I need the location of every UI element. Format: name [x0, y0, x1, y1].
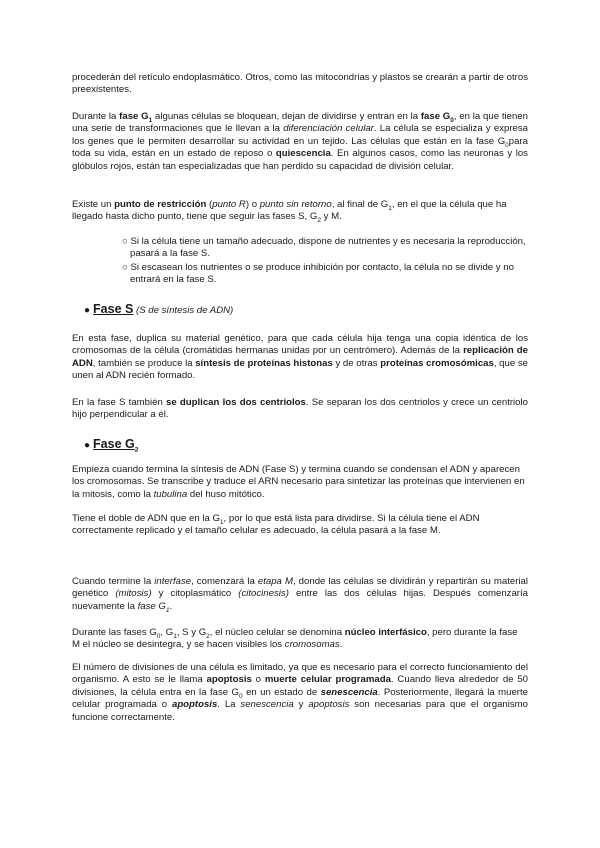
paragraph-nucleo-interfasico: Durante las fases $G_0$, $G_1$, S y $G_2$, el núcleo celular se denomina núcleo interfásico, pero durante la fase M el núcleo se desintegra, y se hacen visibles los cromosomas.	[72, 627, 518, 651]
bullet-icon: ●	[84, 305, 91, 316]
heading-fase-s: ● Fase S (S de síntesis de ADN)	[84, 302, 234, 316]
conditions-list	[118, 236, 528, 287]
paragraph-centriolos: En la fase S también se duplican los dos centriolos. Se separan los dos centriolos y crece un centriolo hijo perpendicular a él.	[72, 397, 528, 421]
heading-fase-g2: ● Fase $G_2$	[84, 437, 139, 454]
paragraph-organelles: procederán del retículo endoplasmático. Otros, como las mitocondrias y plastos se crearán a partir de otros preexistentes.	[72, 72, 528, 96]
paragraph-apoptosis: El número de divisiones de una célula es limitado, ya que es necesario para el correcto funcionamiento del organismo. A esto se le llama apoptosis o muerte celular programada. Cuando lleva alrededor de 50 divisiones, la célula entra en la fase $G_0$ en un estado de senescencia. Posteriormente, llegará la muerte celular programada o apoptosis. La senescencia y apoptosis son necesarias para que el organismo funcione correctamente.	[72, 662, 529, 723]
paragraph-etapa-m: Cuando termine la interfase, comenzará la etapa M, donde las células se dividirán y repartirán su material genético (mitosis) y citoplasmático (citocinesis) entre las dos células hijas. Después comenzaría nuevamente la fase $G_1$.	[72, 576, 529, 614]
paragraph-fase-g2: Empieza cuando termina la síntesis de ADN (Fase S) y termina cuando se condensan el ADN y aparecen los cromosomas. Se transcribe y traduce el ARN necesario para sintetizar las proteínas que intervienen en la mitosis, como la tubulina del huso mitótico.	[72, 464, 525, 500]
paragraph-fase-s: En esta fase, duplica su material genético, para que cada célula hija tenga una copia idéntica de los cromosomas de la célula (cromátidas hermanas unidas por un centrómero). Además de la replicación de ADN, también se produce la síntesis de proteínas histonas y de otras proteínas cromosómicas, que se unen al ADN recién formado.	[72, 333, 529, 382]
list-item: ○ Si la célula tiene un tamaño adecuado, dispone de nutrientes y es necesaria la reproducción, pasará a la fase S.	[122, 236, 526, 260]
paragraph-adn-doble: Tiene el doble de ADN que en la $G_1$, por lo que está lista para dividirse. Si la célula tiene el ADN correctamente replicado y el tamaño celular es adecuado, la célula pasará a la fase M.	[72, 513, 480, 537]
paragraph-punto-restriccion: Existe un punto de restricción (punto R) o punto sin retorno, al final de $G_1$, en el que la célula que ha llegado hasta dicho punto, tiene que seguir las fases S, $G_2$ y M.	[72, 199, 507, 225]
bullet-icon: ●	[84, 440, 91, 451]
paragraph-fase-g1: Durante la fase $G_1$ algunas células se bloquean, dejan de dividirse y entran en la fase $G_0$, en la que tienen una serie de transformaciones que le llevan a la diferenciación celular. La célula se especializa y expresa los genes que le permiten desarrollar su actividad en un tejido. Las células que están en la fase $G_0para$ toda su vida, están en un estado de reposo o quiescencia. En algunos casos, como las neuronas y los glóbulos rojos, están tan especializadas que han perdido su capacidad de división celular.	[72, 111, 529, 172]
list-item: ○ Si escasean los nutrientes o se produce inhibición por contacto, la célula no se divide y no entrará en la fase S.	[122, 261, 514, 286]
